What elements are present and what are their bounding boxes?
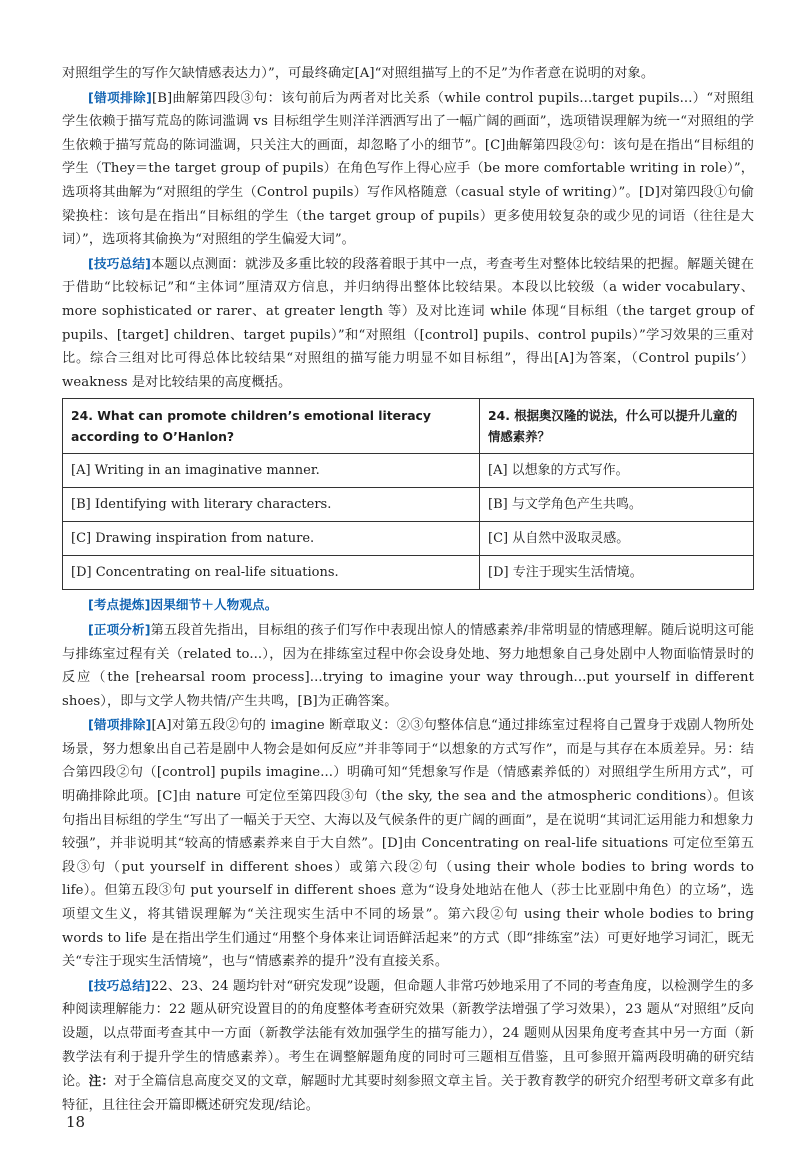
page-number: 18 [66, 1113, 86, 1131]
paragraph-technique-1 [62, 252, 754, 395]
option-row [63, 556, 754, 590]
paragraph-focus [62, 593, 754, 618]
paragraph-text: [B]曲解第四段③句：该句前后为两者对比关系（while control pupils...target pupils...）“对照组学生依赖于描写荒岛的陈词滥调 vs 目标组学生则洋洋洒洒写出了一幅广阔的画面”，选项错误理解为统一“对照组的学生依赖于描写荒岛的陈词滥调，只关注大的画面，却忽略了小的细节”。[C]曲解第四段②句：该句是在指出“目标组的学生（They＝the target group of pupils）在角色写作上得心应手（be more comfortable writing in role）”，选项将其曲解为“对照组的学生（Control pupils）写作风格随意（casual style of writing）”。[D]对第四段①句偷梁换柱：该句是在指出“目标组的学生（the target group of pupils）更多使用较复杂的或少见的词语（往往是大词）”，选项将其偷换为“对照组的学生偏爱大词”。 [62, 90, 754, 248]
option-en: [D] Concentrating on real-life situations. [63, 556, 480, 590]
question-en: 24. What can promote children’s emotional literacy according to O’Hanlon? [63, 399, 480, 454]
paragraph-text: 第五段首先指出，目标组的孩子们写作中表现出惊人的情感素养/非常明显的情感理解。随后说明这可能与排练室过程有关（related to...），因为在排练室过程中你会设身处地、努力地想象自己身处剧中人物面临情景时的反应（the [rehearsal room process]...trying to imagine your way through...put yourself in different shoes），即与文学人物共情/产生共鸣，[B]为正确答案。 [62, 622, 754, 709]
option-row [63, 488, 754, 522]
section-tag: [正项分析] [88, 621, 151, 637]
paragraph-continuation [62, 62, 754, 86]
question-table [62, 398, 754, 590]
paragraph-text: [A]对第五段②句的 imagine 断章取义：②③句整体信息“通过排练室过程将自己置身于戏剧人物所处场景，努力想象出自己若是剧中人物会是如何反应”并非等同于“以想象的方式写作”，而是与其存在本质差异。另：结合第四段②句（[control] pupils imagine...）明确可知“凭想象写作是（情感素养低的）对照组学生所用方式”，可明确排除此项。[C]由 nature 可定位至第四段③句（the sky, the sea and the atmospheric conditions）。但该句指出目标组的学生“写出了一幅关于天空、大海以及气候条件的更广阔的画面”，是在说明“其词汇运用能力和想象力较强”，并非说明其“较高的情感素养来自于大自然”。[D]由 Concentrating on real-life situations 可定位至第五段③句（put yourself in different shoes）或第六段②句（using their whole bodies to bring words to life）。但第五段③句 put yourself in different shoes 意为“设身处地站在他人（莎士比亚剧中角色）的立场”，选项望文生义，将其错误理解为“关注现实生活中不同的场景”。第六段②句 using their whole bodies to bring words to life 是在指出学生们通过“用整个身体来让词语鲜活起来”的方式（即“排练室”法）可更好地学习词汇，既无关“专注于现实生活情境”，也与“情感素养的提升”没有直接关系。 [62, 718, 754, 970]
paragraph-correct-analysis [62, 618, 754, 713]
paragraph-text: 本题以点测面：就涉及多重比较的段落着眼于其中一点，考查考生对整体比较结果的把握。解题关键在于借助“比较标记”和“主体词”厘清双方信息，并归纳得出整体比较结果。本段以比较级（a wider vocabulary、more sophisticated or rarer、at greater length 等）及对比连词 while 体现“目标组（the target group of pupils、[target] children、target pupils）”和“对照组（[control] pupils、control pupils）”学习效果的三重对比。综合三组对比可得总体比较结果“对照组的描写能力明显不如目标组”，得出[A]为答案，（Control pupils’）weakness 是对比较结果的高度概括。 [62, 256, 754, 390]
question-zh: 24. 根据奥汉隆的说法，什么可以提升儿童的情感素养？ [480, 399, 754, 454]
paragraph-text: 对照组学生的写作欠缺情感表达力）”，可最终确定[A]“对照组描写上的不足”为作者意在说明的对象。 [62, 66, 655, 81]
option-en: [A] Writing in an imaginative manner. [63, 454, 480, 488]
paragraph-text: 因果细节＋人物观点。 [150, 597, 278, 613]
section-tag: [错项排除] [88, 717, 152, 733]
paragraph-wrong-options-2 [62, 713, 754, 974]
option-en: [C] Drawing inspiration from nature. [63, 522, 480, 556]
option-en: [B] Identifying with literary characters. [63, 488, 480, 522]
paragraph-technique-2 [62, 974, 754, 1118]
paragraph-text: 22、23、24 题均针对“研究发现”设题，但命题人非常巧妙地采用了不同的考查角度，以检测学生的多种阅读理解能力：22 题从研究设置目的的角度整体考查研究效果（新教学法增强了学习效果），23 题从“对照组”反向设题，以点带面考查其中一方面（新教学法能有效加强学生的描写能力），24 题则从因果角度考查其中另一方面（新教学法有利于提升学生的情感素养）。考生在调整解题角度的同时可三题相互借鉴，且可参照开篇两段明确的研究结论。 [62, 978, 754, 1090]
paragraph-wrong-options-1 [62, 86, 754, 252]
option-row [63, 454, 754, 488]
note-label: 注： [88, 1073, 115, 1089]
option-zh: [B] 与文学角色产生共鸣。 [480, 488, 754, 522]
section-tag: [技巧总结] [88, 255, 152, 271]
option-zh: [A] 以想象的方式写作。 [480, 454, 754, 488]
option-zh: [C] 从自然中汲取灵感。 [480, 522, 754, 556]
section-tag: [考点提炼] [88, 597, 151, 613]
option-row [63, 522, 754, 556]
question-row [63, 399, 754, 454]
option-zh: [D] 专注于现实生活情境。 [480, 556, 754, 590]
section-tag: [错项排除] [88, 89, 152, 105]
paragraph-text: 对于全篇信息高度交叉的文章，解题时尤其要时刻参照文章主旨。关于教育教学的研究介绍型考研文章多有此特征，且往往会开篇即概述研究发现/结论。 [62, 1074, 755, 1113]
section-tag: [技巧总结] [88, 977, 151, 993]
